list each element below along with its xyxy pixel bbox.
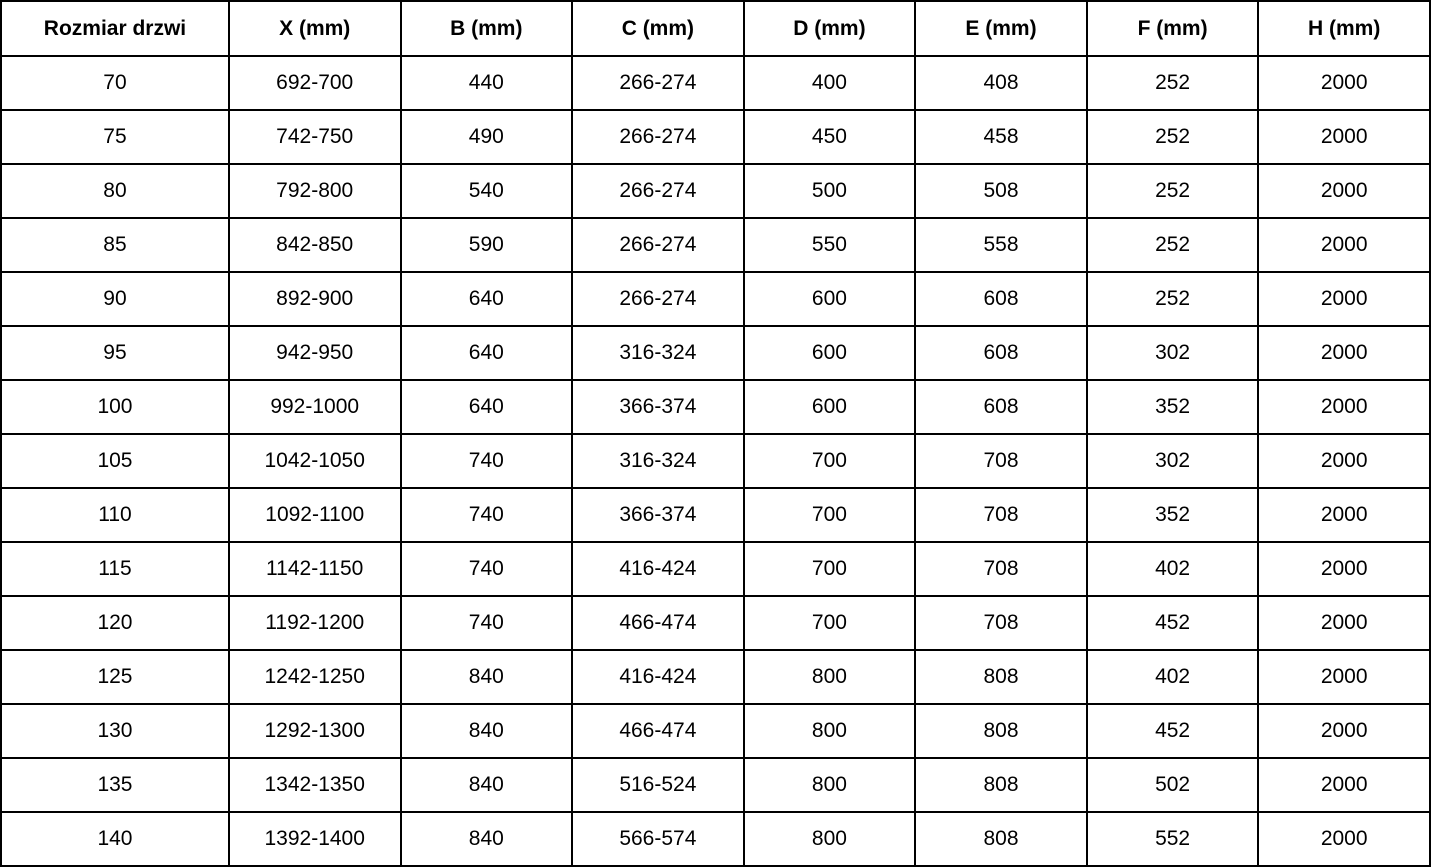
table-cell: 1392-1400 xyxy=(229,812,401,866)
table-cell: 416-424 xyxy=(572,650,744,704)
table-cell: 792-800 xyxy=(229,164,401,218)
table-cell: 266-274 xyxy=(572,272,744,326)
table-cell: 2000 xyxy=(1258,758,1430,812)
table-cell: 252 xyxy=(1087,218,1259,272)
table-cell: 2000 xyxy=(1258,56,1430,110)
table-cell: 608 xyxy=(915,326,1087,380)
header-row xyxy=(1,1,1430,56)
table-row xyxy=(1,596,1430,650)
table-cell: 992-1000 xyxy=(229,380,401,434)
table-cell: 558 xyxy=(915,218,1087,272)
column-header: H (mm) xyxy=(1258,1,1430,56)
table-cell: 700 xyxy=(744,488,916,542)
table-cell: 266-274 xyxy=(572,164,744,218)
row-size-cell: 135 xyxy=(1,758,229,812)
table-cell: 402 xyxy=(1087,650,1259,704)
table-cell: 740 xyxy=(401,542,573,596)
table-row xyxy=(1,56,1430,110)
table-cell: 808 xyxy=(915,704,1087,758)
table-cell: 800 xyxy=(744,704,916,758)
table-row xyxy=(1,272,1430,326)
table-cell: 700 xyxy=(744,542,916,596)
table-cell: 2000 xyxy=(1258,542,1430,596)
table-cell: 1042-1050 xyxy=(229,434,401,488)
table-cell: 608 xyxy=(915,272,1087,326)
row-size-cell: 130 xyxy=(1,704,229,758)
table-cell: 490 xyxy=(401,110,573,164)
row-size-cell: 140 xyxy=(1,812,229,866)
table-row xyxy=(1,218,1430,272)
table-row xyxy=(1,434,1430,488)
row-size-cell: 110 xyxy=(1,488,229,542)
table-cell: 640 xyxy=(401,380,573,434)
table-cell: 440 xyxy=(401,56,573,110)
table-cell: 840 xyxy=(401,650,573,704)
table-cell: 1342-1350 xyxy=(229,758,401,812)
table-row xyxy=(1,488,1430,542)
table-cell: 808 xyxy=(915,812,1087,866)
table-cell: 590 xyxy=(401,218,573,272)
table-cell: 808 xyxy=(915,758,1087,812)
table-cell: 740 xyxy=(401,488,573,542)
column-header: B (mm) xyxy=(401,1,573,56)
table-cell: 640 xyxy=(401,326,573,380)
table-cell: 408 xyxy=(915,56,1087,110)
table-cell: 1242-1250 xyxy=(229,650,401,704)
table-cell: 1192-1200 xyxy=(229,596,401,650)
row-size-cell: 90 xyxy=(1,272,229,326)
table-cell: 700 xyxy=(744,434,916,488)
row-size-cell: 120 xyxy=(1,596,229,650)
table-cell: 842-850 xyxy=(229,218,401,272)
row-size-cell: 80 xyxy=(1,164,229,218)
table-cell: 466-474 xyxy=(572,596,744,650)
table-row xyxy=(1,380,1430,434)
table-cell: 640 xyxy=(401,272,573,326)
table-cell: 2000 xyxy=(1258,110,1430,164)
row-size-cell: 75 xyxy=(1,110,229,164)
table-cell: 892-900 xyxy=(229,272,401,326)
table-cell: 552 xyxy=(1087,812,1259,866)
table-cell: 266-274 xyxy=(572,110,744,164)
row-size-cell: 95 xyxy=(1,326,229,380)
table-cell: 550 xyxy=(744,218,916,272)
table-cell: 452 xyxy=(1087,596,1259,650)
table-cell: 366-374 xyxy=(572,488,744,542)
table-cell: 840 xyxy=(401,704,573,758)
table-cell: 708 xyxy=(915,434,1087,488)
row-size-cell: 85 xyxy=(1,218,229,272)
table-cell: 708 xyxy=(915,488,1087,542)
table-cell: 252 xyxy=(1087,164,1259,218)
table-cell: 2000 xyxy=(1258,434,1430,488)
table-cell: 502 xyxy=(1087,758,1259,812)
table-cell: 252 xyxy=(1087,56,1259,110)
table-cell: 458 xyxy=(915,110,1087,164)
table-cell: 366-374 xyxy=(572,380,744,434)
table-cell: 692-700 xyxy=(229,56,401,110)
table-cell: 2000 xyxy=(1258,704,1430,758)
row-size-cell: 115 xyxy=(1,542,229,596)
table-cell: 600 xyxy=(744,380,916,434)
table-row xyxy=(1,164,1430,218)
table-cell: 700 xyxy=(744,596,916,650)
table-cell: 1092-1100 xyxy=(229,488,401,542)
table-cell: 416-424 xyxy=(572,542,744,596)
table-cell: 808 xyxy=(915,650,1087,704)
table-cell: 566-574 xyxy=(572,812,744,866)
table-cell: 402 xyxy=(1087,542,1259,596)
table-body xyxy=(1,56,1430,866)
table-cell: 708 xyxy=(915,596,1087,650)
table-cell: 400 xyxy=(744,56,916,110)
table-cell: 800 xyxy=(744,650,916,704)
column-header: F (mm) xyxy=(1087,1,1259,56)
table-cell: 2000 xyxy=(1258,812,1430,866)
table-row xyxy=(1,758,1430,812)
column-header: Rozmiar drzwi xyxy=(1,1,229,56)
row-size-cell: 70 xyxy=(1,56,229,110)
table-row xyxy=(1,704,1430,758)
table-cell: 466-474 xyxy=(572,704,744,758)
table-cell: 840 xyxy=(401,812,573,866)
row-size-cell: 125 xyxy=(1,650,229,704)
table-cell: 252 xyxy=(1087,110,1259,164)
column-header: X (mm) xyxy=(229,1,401,56)
table-cell: 942-950 xyxy=(229,326,401,380)
table-cell: 1142-1150 xyxy=(229,542,401,596)
column-header: E (mm) xyxy=(915,1,1087,56)
table-cell: 508 xyxy=(915,164,1087,218)
table-row xyxy=(1,542,1430,596)
table-cell: 266-274 xyxy=(572,56,744,110)
table-cell: 452 xyxy=(1087,704,1259,758)
table-cell: 252 xyxy=(1087,272,1259,326)
table-row xyxy=(1,650,1430,704)
table-cell: 302 xyxy=(1087,434,1259,488)
row-size-cell: 105 xyxy=(1,434,229,488)
table-cell: 450 xyxy=(744,110,916,164)
table-cell: 840 xyxy=(401,758,573,812)
table-cell: 316-324 xyxy=(572,326,744,380)
table-cell: 2000 xyxy=(1258,488,1430,542)
table-cell: 2000 xyxy=(1258,272,1430,326)
column-header: D (mm) xyxy=(744,1,916,56)
row-size-cell: 100 xyxy=(1,380,229,434)
table-cell: 2000 xyxy=(1258,650,1430,704)
table-cell: 516-524 xyxy=(572,758,744,812)
table-cell: 608 xyxy=(915,380,1087,434)
table-cell: 2000 xyxy=(1258,218,1430,272)
table-cell: 2000 xyxy=(1258,596,1430,650)
table-cell: 2000 xyxy=(1258,326,1430,380)
table-row xyxy=(1,110,1430,164)
table-cell: 740 xyxy=(401,434,573,488)
table-cell: 316-324 xyxy=(572,434,744,488)
table-cell: 800 xyxy=(744,758,916,812)
table-cell: 742-750 xyxy=(229,110,401,164)
table-cell: 708 xyxy=(915,542,1087,596)
table-cell: 1292-1300 xyxy=(229,704,401,758)
table-cell: 352 xyxy=(1087,380,1259,434)
column-header: C (mm) xyxy=(572,1,744,56)
table-cell: 2000 xyxy=(1258,380,1430,434)
table-row xyxy=(1,326,1430,380)
table-cell: 600 xyxy=(744,326,916,380)
table-row xyxy=(1,812,1430,866)
table-cell: 352 xyxy=(1087,488,1259,542)
table-cell: 540 xyxy=(401,164,573,218)
table-cell: 740 xyxy=(401,596,573,650)
table-cell: 2000 xyxy=(1258,164,1430,218)
table-cell: 600 xyxy=(744,272,916,326)
table-cell: 266-274 xyxy=(572,218,744,272)
table-cell: 800 xyxy=(744,812,916,866)
table-cell: 302 xyxy=(1087,326,1259,380)
table-cell: 500 xyxy=(744,164,916,218)
